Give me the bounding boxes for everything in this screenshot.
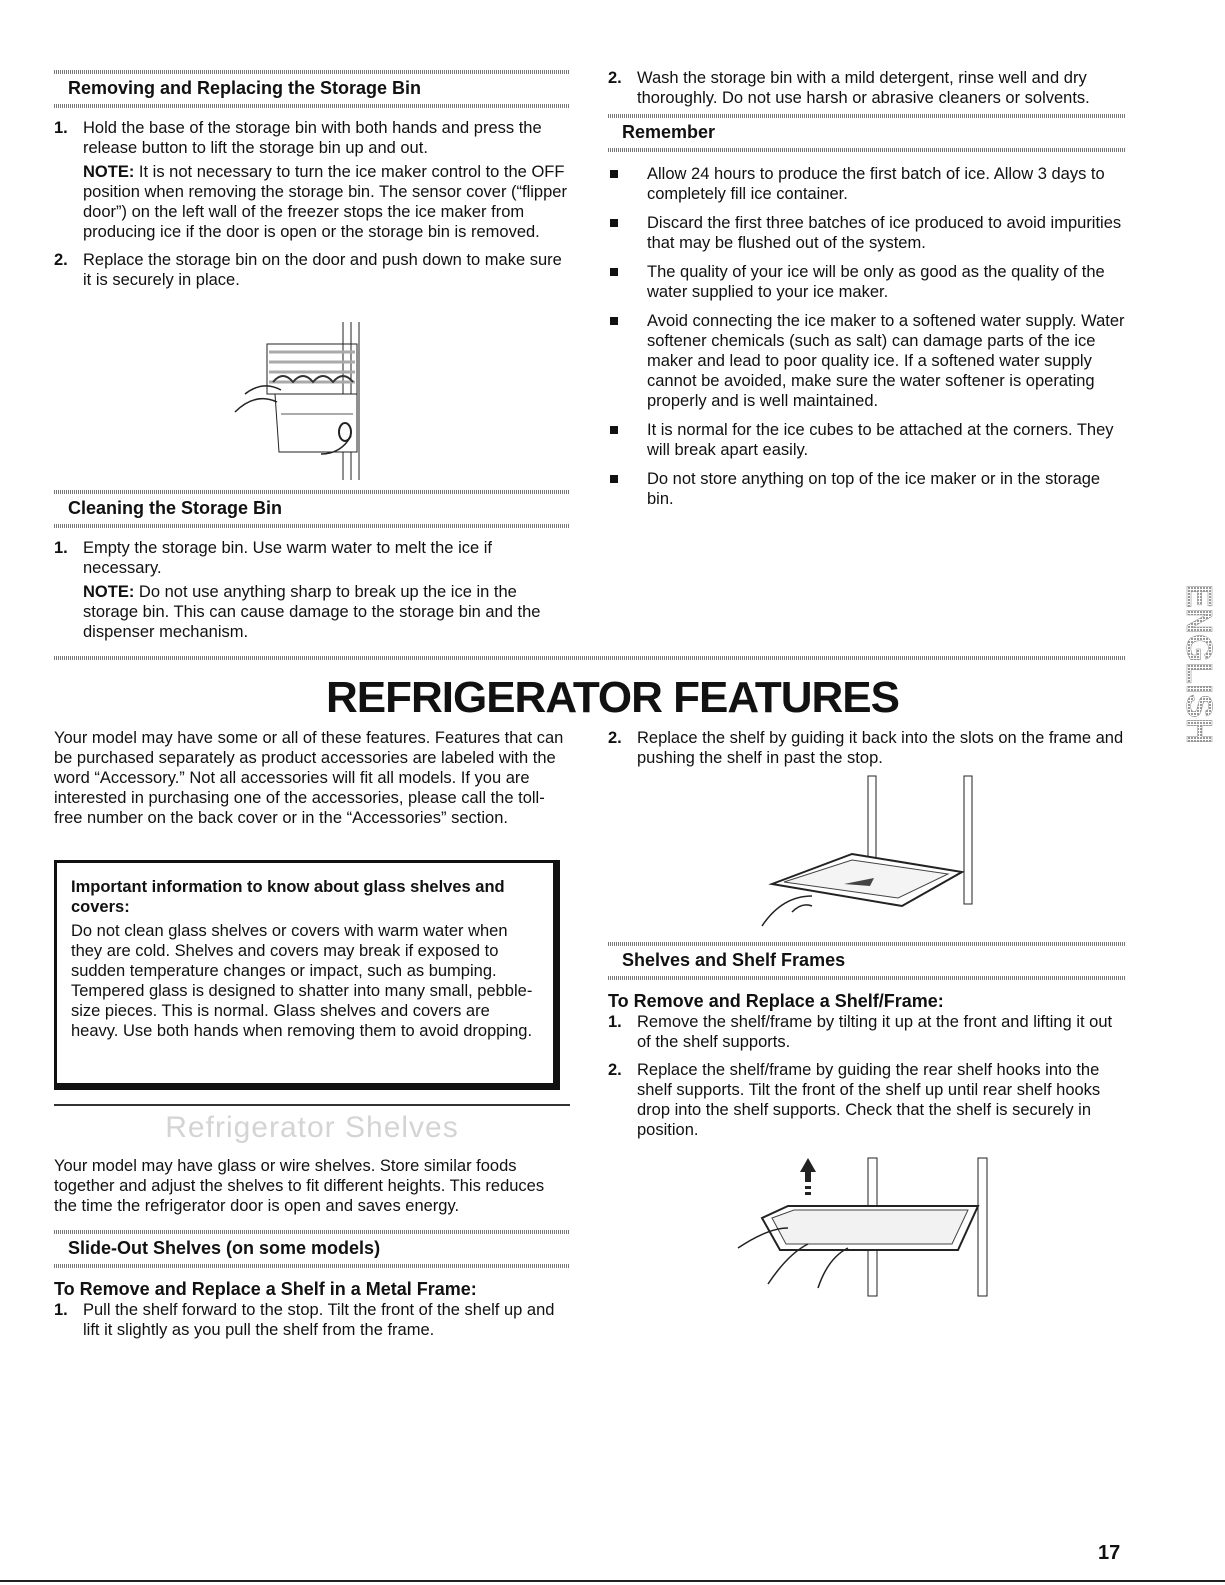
bottom-border xyxy=(0,1580,1225,1582)
note-label: NOTE: xyxy=(83,583,135,601)
bullet-item xyxy=(608,164,1125,204)
item-text: Pull the shelf forward to the stop. Tilt the front of the shelf up and lift it slightly as you pull the shelf from the frame. xyxy=(83,1301,555,1339)
list-item xyxy=(54,250,570,290)
bullet-text: It is normal for the ice cubes to be attached at the corners. They will break apart easily. xyxy=(647,421,1114,459)
section-rule xyxy=(608,114,1125,118)
bullet-square-icon xyxy=(610,317,618,325)
item-text: Replace the storage bin on the door and push down to make sure it is securely in place. xyxy=(83,251,562,289)
section-title-slideout: Slide-Out Shelves (on some models) xyxy=(68,1238,381,1258)
ice-bin-illustration xyxy=(225,322,385,482)
features-intro: Your model may have some or all of these features. Features that can be purchased separately as product accessories are labeled with the word “Accessory.” Not all accessories will fit all models. If you are interested in purchasing one of the accessories, please call the toll-free number on the back cover or in the “Accessories” section. xyxy=(54,729,564,827)
section-rule xyxy=(54,1264,570,1268)
bullet-square-icon xyxy=(610,170,618,178)
lower-right-frames xyxy=(608,942,1125,1148)
shelves-rule xyxy=(54,1104,570,1106)
left-cleaning-column xyxy=(54,490,570,650)
section-title-shelf-frames: Shelves and Shelf Frames xyxy=(622,950,846,970)
item-number: 2. xyxy=(608,729,622,747)
subsection-title-metal-frame: To Remove and Replace a Shelf in a Metal Frame: xyxy=(54,1279,477,1299)
callout-title: Important information to know about glass shelves and covers: xyxy=(71,878,505,916)
section-rule xyxy=(54,1230,570,1234)
note-text: Do not use anything sharp to break up the ice in the storage bin. This can cause damage to the storage bin and the dispenser mechanism. xyxy=(83,583,541,641)
note xyxy=(83,582,570,642)
list-item xyxy=(608,68,1125,108)
bullet-square-icon xyxy=(610,219,618,227)
item-number: 1. xyxy=(54,119,68,137)
item-number: 2. xyxy=(608,69,622,87)
item-number: 2. xyxy=(54,251,68,269)
bullet-item xyxy=(608,469,1125,509)
shelves-intro: Your model may have glass or wire shelves. Store similar foods together and adjust the shelves to fit different heights. This reduces the time the refrigerator door is open and saves energy. xyxy=(54,1157,545,1215)
bullet-square-icon xyxy=(610,426,618,434)
side-tab-label: ENGLISH xyxy=(1179,584,1220,745)
list-item xyxy=(608,1060,1125,1140)
section-rule xyxy=(608,942,1125,946)
lower-right-top xyxy=(608,728,1125,776)
bullet-text: The quality of your ice will be only as good as the quality of the water supplied to your ice maker. xyxy=(647,263,1105,301)
item-text: Hold the base of the storage bin with both hands and press the release button to lift the storage bin up and out. xyxy=(83,119,542,157)
shelves-heading: Refrigerator Shelves xyxy=(165,1111,459,1144)
bullet-text: Do not store anything on top of the ice maker or in the storage bin. xyxy=(647,470,1101,508)
section-rule xyxy=(608,148,1125,152)
section-rule xyxy=(54,524,570,528)
section-rule xyxy=(54,104,570,108)
section-title-removing-bin: Removing and Replacing the Storage Bin xyxy=(68,78,422,98)
left-top-column xyxy=(54,70,570,298)
bullet-square-icon xyxy=(610,268,618,276)
bullet-text: Allow 24 hours to produce the first batch of ice. Allow 3 days to completely fill ice container. xyxy=(647,165,1105,203)
bullet-item xyxy=(608,262,1125,302)
list-item xyxy=(54,118,570,242)
slide-out-shelf-illustration xyxy=(752,776,992,936)
note-text: It is not necessary to turn the ice maker control to the OFF position when removing the storage bin. The sensor cover (“flipper door”) on the left wall of the freezer stops the ice maker from producing ice if the door is open or the storage bin is removed. xyxy=(83,163,567,241)
item-text: Remove the shelf/frame by tilting it up at the front and lifting it out of the shelf supports. xyxy=(637,1013,1113,1051)
shelf-frame-illustration xyxy=(728,1158,998,1298)
item-number: 2. xyxy=(608,1061,622,1079)
list-item xyxy=(608,728,1125,768)
bullet-text: Discard the first three batches of ice produced to avoid impurities that may be flushed out of the system. xyxy=(647,214,1122,252)
list-item xyxy=(608,1012,1125,1052)
section-title-remember: Remember xyxy=(622,122,716,142)
item-number: 1. xyxy=(608,1013,622,1031)
callout-body: Do not clean glass shelves or covers with warm water when they are cold. Shelves and covers may break if exposed to sudden temperature changes or impact, such as bumping. Tempered glass is designed to shatter into many small, pebble-size pieces. This is normal. Glass shelves and covers are heavy. Use both hands when removing them to avoid dropping. xyxy=(71,922,533,1040)
list-item xyxy=(54,1300,570,1340)
subsection-title-shelf-frame: To Remove and Replace a Shelf/Frame: xyxy=(608,991,944,1011)
item-text: Wash the storage bin with a mild detergent, rinse well and dry thoroughly. Do not use harsh or abrasive cleaners or solvents. xyxy=(637,69,1090,107)
bullet-square-icon xyxy=(610,475,618,483)
section-title-cleaning-bin: Cleaning the Storage Bin xyxy=(68,498,283,518)
page-number: 17 xyxy=(1098,1542,1121,1564)
right-top-column xyxy=(608,68,1125,518)
bullet-text: Avoid connecting the ice maker to a softened water supply. Water softener chemicals (such as salt) can damage parts of the ice maker and lead to poor quality ice. If a softened water supply cannot be avoided, make sure the water softener is operating properly and is well maintained. xyxy=(647,312,1125,410)
item-text: Replace the shelf/frame by guiding the rear shelf hooks into the shelf supports. Tilt the front of the shelf up until rear shelf hooks drop into the shelf supports. Check that the shelf is securely in position. xyxy=(637,1061,1101,1139)
bullet-item xyxy=(608,213,1125,253)
item-text: Empty the storage bin. Use warm water to melt the ice if necessary. xyxy=(83,539,492,577)
item-text: Replace the shelf by guiding it back into the slots on the frame and pushing the shelf in past the stop. xyxy=(637,729,1124,767)
section-rule xyxy=(608,976,1125,980)
list-item xyxy=(54,538,570,642)
item-number: 1. xyxy=(54,539,68,557)
glass-shelves-callout xyxy=(54,860,560,1090)
item-number: 1. xyxy=(54,1301,68,1319)
note xyxy=(83,162,570,242)
bullet-item xyxy=(608,311,1125,411)
page-title: REFRIGERATOR FEATURES xyxy=(325,673,900,722)
section-rule xyxy=(54,490,570,494)
up-arrow-icon xyxy=(800,1158,816,1182)
section-rule xyxy=(54,70,570,74)
note-label: NOTE: xyxy=(83,163,135,181)
bullet-item xyxy=(608,420,1125,460)
main-rule xyxy=(54,656,1125,660)
shelves-lower-left xyxy=(54,1156,570,1348)
